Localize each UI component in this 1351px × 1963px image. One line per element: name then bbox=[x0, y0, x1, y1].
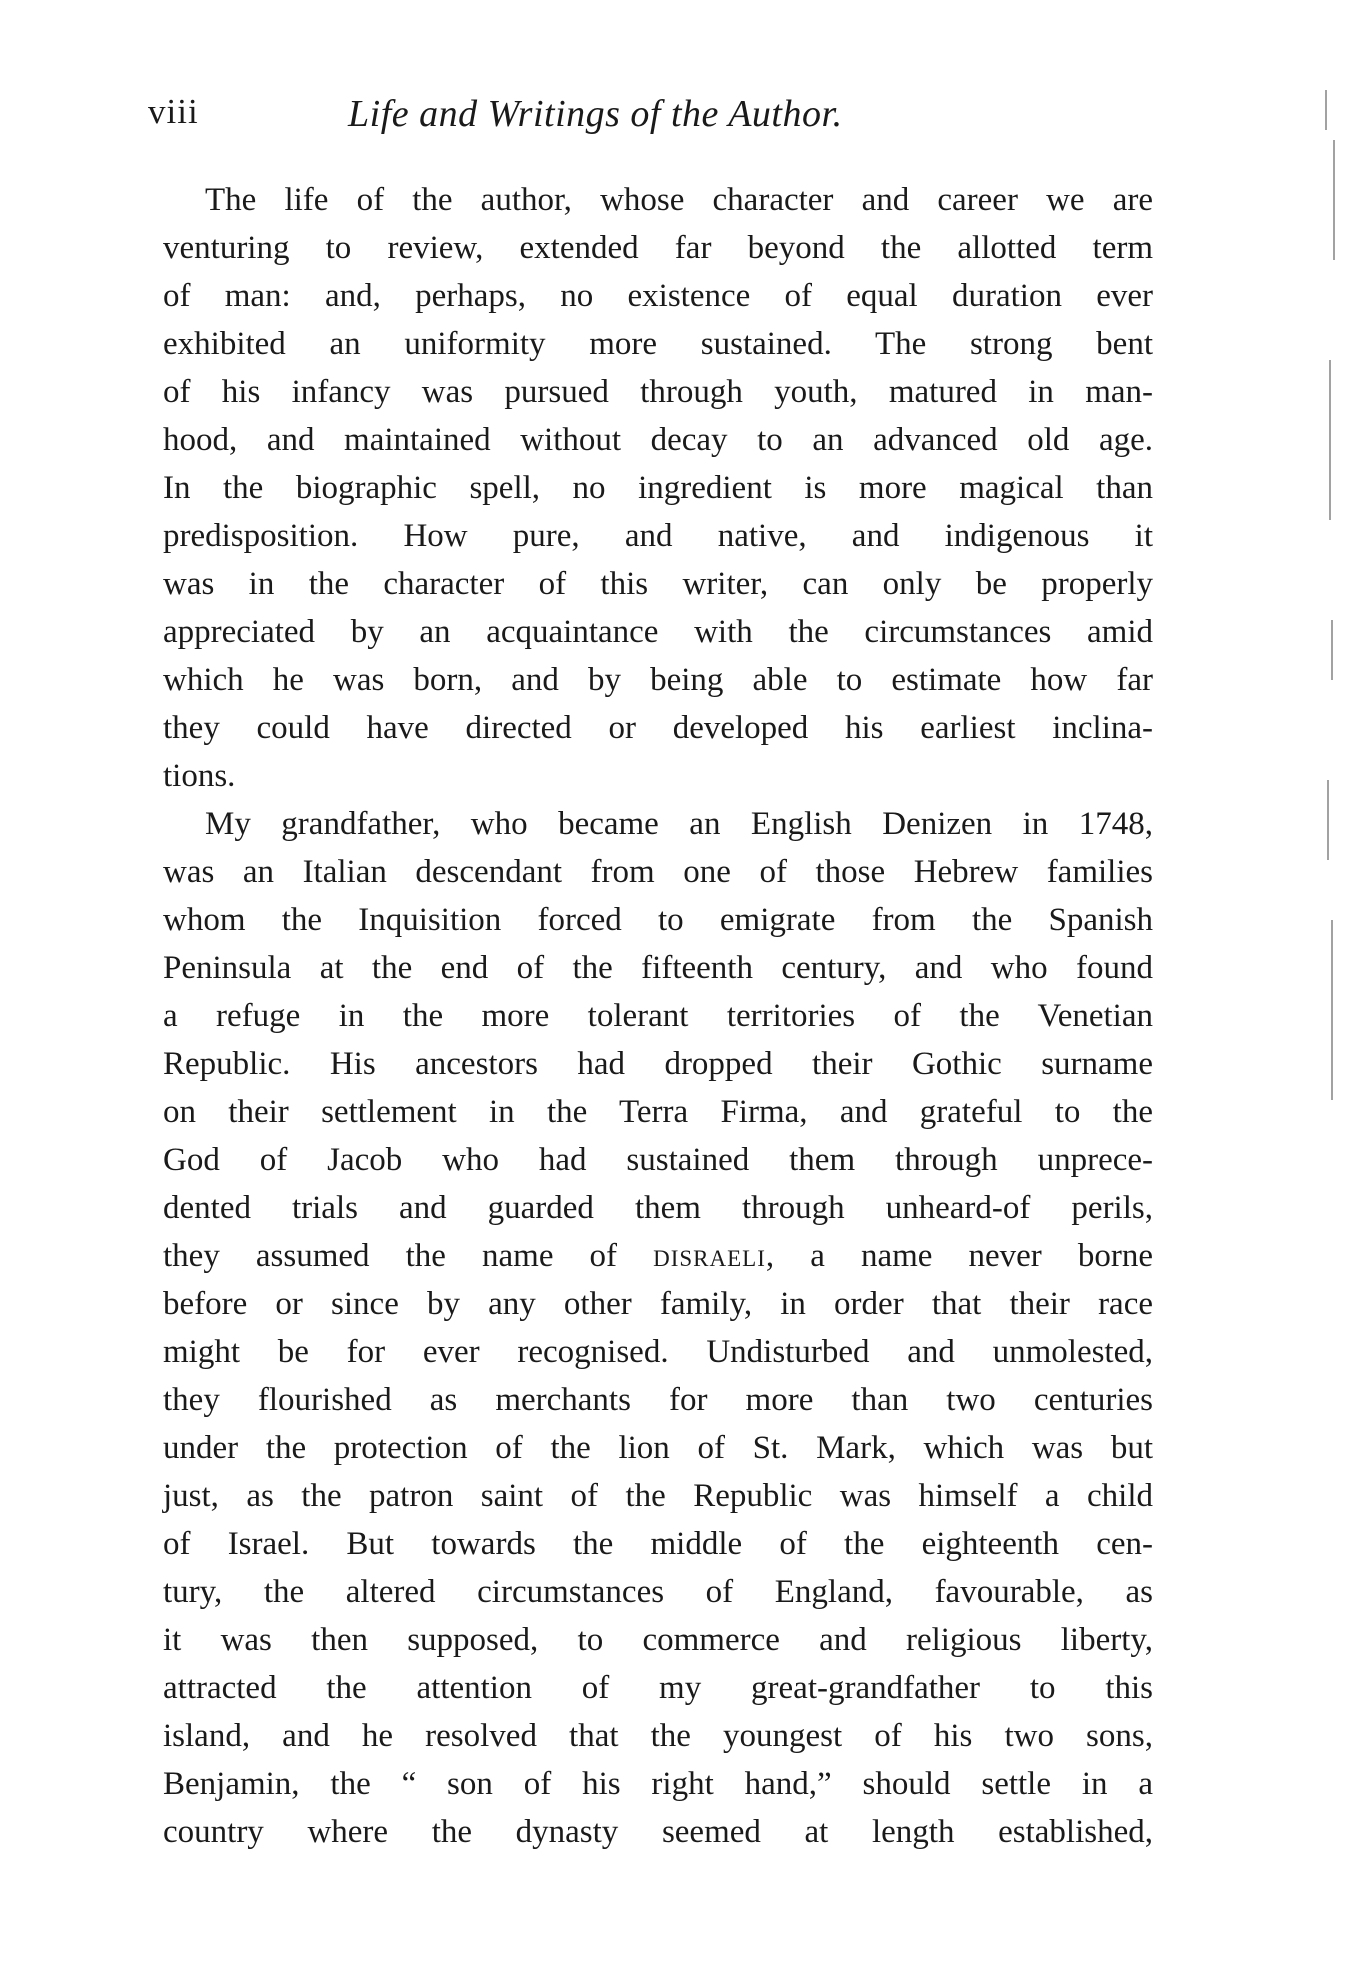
text-line: under the protection of the lion of St. Mark, which was but bbox=[163, 1430, 1153, 1466]
text-line: on their settlement in the Terra Firma, and grateful to the bbox=[163, 1094, 1153, 1130]
text-line: was in the character of this writer, can only be properly bbox=[163, 566, 1153, 602]
page-number: viii bbox=[148, 92, 199, 131]
running-head bbox=[148, 92, 1158, 140]
text-line: was an Italian descendant from one of those Hebrew families bbox=[163, 854, 1153, 890]
page-edge-shadow bbox=[1311, 60, 1351, 1160]
text-line: My grandfather, who became an English Denizen in 1748, bbox=[205, 806, 1153, 842]
text-line: venturing to review, extended far beyond the allotted term bbox=[163, 230, 1153, 266]
text-line: attracted the attention of my great-grandfather to this bbox=[163, 1670, 1153, 1706]
paragraph-1 bbox=[163, 176, 1153, 800]
text-line: In the biographic spell, no ingredient is more magical than bbox=[163, 470, 1153, 506]
text-line: The life of the author, whose character and career we are bbox=[205, 182, 1153, 218]
text-line: tury, the altered circumstances of England, favourable, as bbox=[163, 1574, 1153, 1610]
text-fragment: they assumed the name of bbox=[163, 1238, 654, 1274]
text-line: might be for ever recognised. Undisturbed and unmolested, bbox=[163, 1334, 1153, 1370]
text-line: they could have directed or developed his earliest inclina- bbox=[163, 710, 1153, 746]
text-line: tions. bbox=[163, 758, 236, 794]
surname-smallcaps: disraeli bbox=[653, 1238, 766, 1274]
text-line: predisposition. How pure, and native, and indigenous it bbox=[163, 518, 1153, 554]
text-line: just, as the patron saint of the Republic was himself a child bbox=[163, 1478, 1153, 1514]
text-line: Benjamin, the “ son of his right hand,” should settle in a bbox=[163, 1766, 1153, 1802]
text-line: Peninsula at the end of the fifteenth century, and who found bbox=[163, 950, 1153, 986]
text-line: of Israel. But towards the middle of the eighteenth cen- bbox=[163, 1526, 1153, 1562]
text-line: whom the Inquisition forced to emigrate from the Spanish bbox=[163, 902, 1153, 938]
text-line: before or since by any other family, in order that their race bbox=[163, 1286, 1153, 1322]
text-line: Republic. His ancestors had dropped their Gothic surname bbox=[163, 1046, 1153, 1082]
text-line: of his infancy was pursued through youth, matured in man- bbox=[163, 374, 1153, 410]
text-line: it was then supposed, to commerce and religious liberty, bbox=[163, 1622, 1153, 1658]
text-line: country where the dynasty seemed at length established, bbox=[163, 1814, 1153, 1850]
text-line: dented trials and guarded them through unheard-of perils, bbox=[163, 1190, 1153, 1226]
text-line: appreciated by an acquaintance with the circumstances amid bbox=[163, 614, 1153, 650]
text-line: hood, and maintained without decay to an advanced old age. bbox=[163, 422, 1153, 458]
text-fragment: , a name never borne bbox=[765, 1238, 1153, 1274]
text-line: island, and he resolved that the youngest of his two sons, bbox=[163, 1718, 1153, 1754]
body-text bbox=[163, 176, 1153, 1856]
text-line: of man: and, perhaps, no existence of equal duration ever bbox=[163, 278, 1153, 314]
text-line: exhibited an uniformity more sustained. The strong bent bbox=[163, 326, 1153, 362]
text-line: a refuge in the more tolerant territories of the Venetian bbox=[163, 998, 1153, 1034]
text-line: which he was born, and by being able to estimate how far bbox=[163, 662, 1153, 698]
text-line: God of Jacob who had sustained them through unprece- bbox=[163, 1142, 1153, 1178]
running-title: Life and Writings of the Author. bbox=[348, 93, 843, 135]
text-line: they flourished as merchants for more than two centuries bbox=[163, 1382, 1153, 1418]
paragraph-2 bbox=[163, 800, 1153, 1856]
text-line bbox=[163, 1232, 1153, 1280]
